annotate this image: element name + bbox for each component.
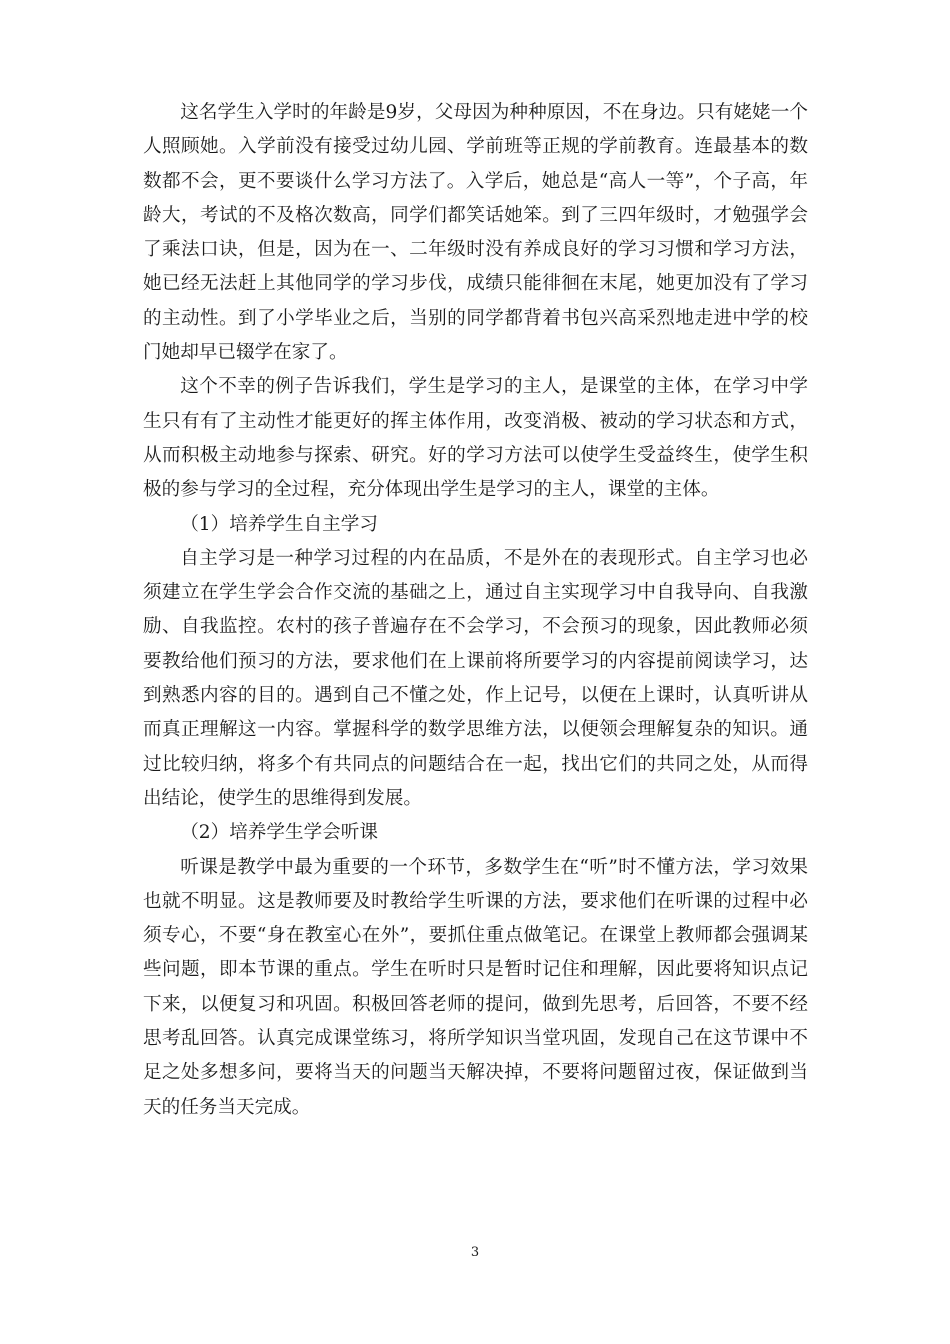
- page-number: 3: [470, 1245, 480, 1260]
- paragraph-lesson-learned: 这个不幸的例子告诉我们，学生是学习的主人，是课堂的主体，在学习中学生只有有了主动性才能更好的挥主体作用，改变消极、被动的学习状态和方式，从而积极主动地参与探索、研究。好的学习方法可以使学生受益终生，使学生积极的参与学习的全过程，充分体现出学生是学习的主人，课堂的主体。: [143, 376, 808, 501]
- body-text: [143, 96, 808, 1125]
- heading-self-learning: （1）培养学生自主学习: [180, 513, 378, 535]
- heading-listening: （2）培养学生学会听课: [180, 822, 378, 844]
- paragraph-listening: 听课是教学中最为重要的一个环节，多数学生在“听”时不懂方法，学习效果也就不明显。这是教师要及时教给学生听课的方法，要求他们在听课的过程中必须专心，不要“身在教室心在外”，要抓住重点做笔记。在课堂上教师都会强调某些问题，即本节课的重点。学生在听时只是暂时记住和理解，因此要将知识点记下来，以便复习和巩固。积极回答老师的提问，做到先思考，后回答，不要不经思考乱回答。认真完成课堂练习，将所学知识当堂巩固，发现自己在这节课中不足之处多想多问，要将当天的问题当天解决掉，不要将问题留过夜，保证做到当天的任务当天完成。: [143, 856, 808, 1118]
- paragraph-self-learning: 自主学习是一种学习过程的内在品质，不是外在的表现形式。自主学习也必须建立在学生学会合作交流的基础之上，通过自主实现学习中自我导向、自我激励、自我监控。农村的孩子普遍存在不会学习，不会预习的现象，因此教师必须要教给他们预习的方法，要求他们在上课前将所要学习的内容提前阅读学习，达到熟悉内容的目的。遇到自己不懂之处，作上记号，以便在上课时，认真听讲从而真正理解这一内容。掌握科学的数学思维方法，以便领会理解复杂的知识。通过比较归纳，将多个有共同点的问题结合在一起，找出它们的共同之处，从而得出结论，使学生的思维得到发展。: [143, 547, 808, 809]
- paragraph-student-case: 这名学生入学时的年龄是9岁，父母因为种种原因，不在身边。只有姥姥一个人照顾她。入学前没有接受过幼儿园、学前班等正规的学前教育。连最基本的数数都不会，更不要谈什么学习方法了。入学后，她总是“高人一等”，个子高，年龄大，考试的不及格次数高，同学们都笑话她笨。到了三四年级时，才勉强学会了乘法口诀，但是，因为在一、二年级时没有养成良好的学习习惯和学习方法，她已经无法赶上其他同学的学习步伐，成绩只能徘徊在末尾，她更加没有了学习的主动性。到了小学毕业之后，当别的同学都背着书包兴高采烈地走进中学的校门她却早已辍学在家了。: [143, 102, 808, 364]
